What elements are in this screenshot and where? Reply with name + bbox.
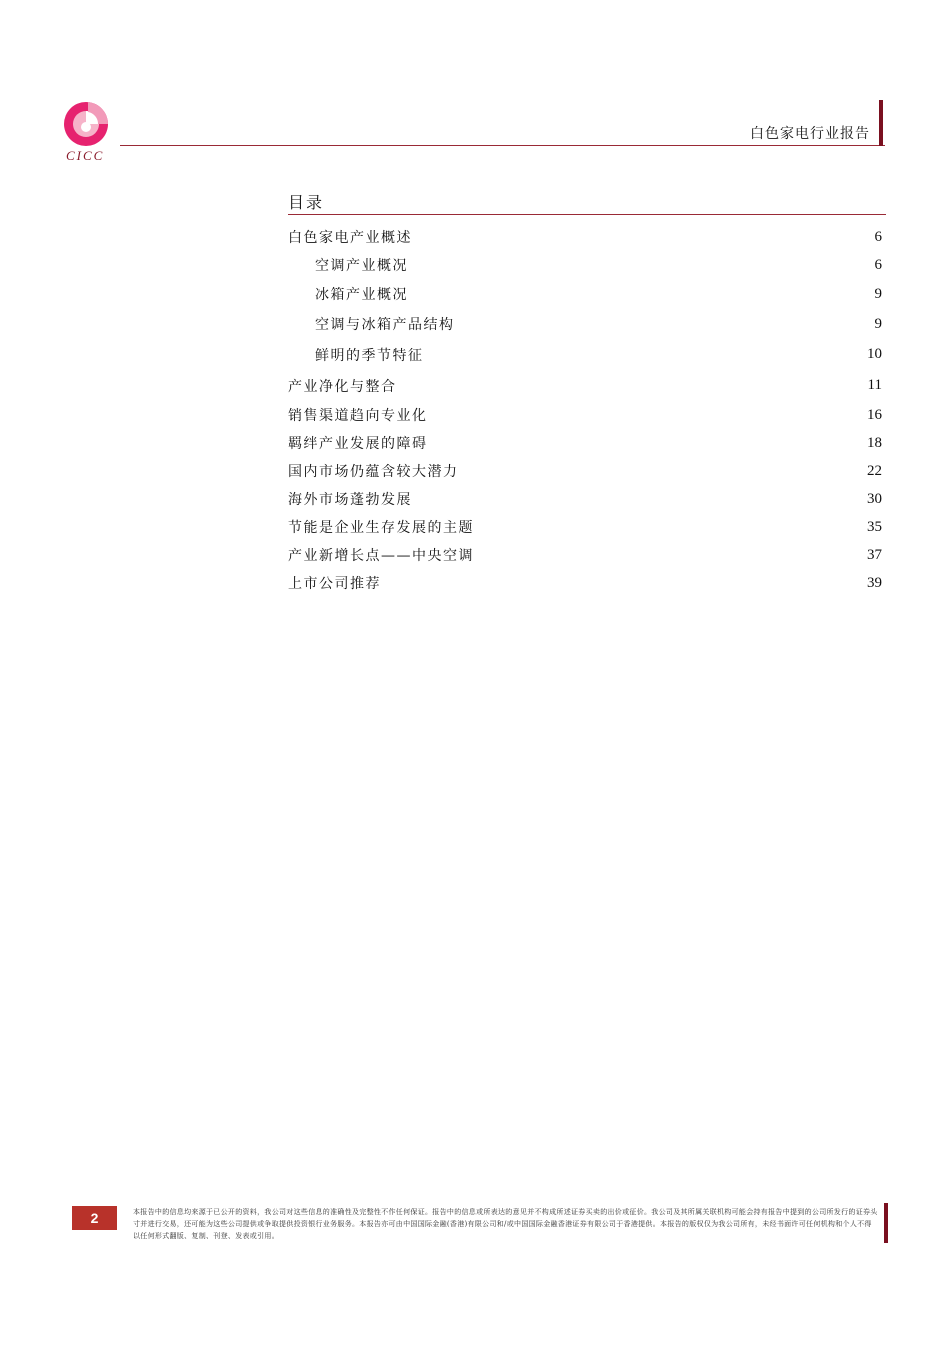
toc-entry[interactable] bbox=[288, 279, 886, 309]
report-title: 白色家电行业报告 bbox=[750, 126, 870, 142]
toc-entry[interactable] bbox=[288, 457, 886, 485]
footer-accent-bar bbox=[884, 1203, 888, 1243]
disclaimer-text: 本报告中的信息均来源于已公开的资料，我公司对这些信息的准确性及完整性不作任何保证。报告中的信息或所表达的意见并不构成所述证券买卖的出价或征价。我公司及其所属关联机构可能会持有报告中提到的公司所发行的证券头寸并进行交易，还可能为这些公司提供或争取提供投资银行业务服务。本报告亦可由中国国际金融(香港)有限公司和/或中国国际金融香港证券有限公司于香港提供。本报告的版权仅为我公司所有，未经书面许可任何机构和个人不得以任何形式翻版、复制、刊登、发表或引用。 bbox=[133, 1208, 878, 1240]
header-rule bbox=[120, 145, 885, 146]
toc-entry-label: 羁绊产业发展的障碍 bbox=[288, 436, 428, 452]
toc-entry[interactable] bbox=[288, 339, 886, 370]
header-accent-bar bbox=[879, 100, 883, 146]
toc-entry[interactable] bbox=[288, 569, 886, 597]
toc-entry-page: 9 bbox=[874, 315, 882, 332]
toc-entry[interactable] bbox=[288, 251, 886, 279]
toc-entry-page: 18 bbox=[867, 434, 882, 451]
toc-heading: 目录 bbox=[288, 193, 325, 212]
toc-entry-page: 16 bbox=[867, 406, 882, 423]
toc-entry[interactable] bbox=[288, 370, 886, 401]
toc-entry-label: 销售渠道趋向专业化 bbox=[288, 408, 428, 424]
toc-entry-label: 白色家电产业概述 bbox=[288, 230, 412, 246]
toc-entry-page: 30 bbox=[867, 490, 882, 507]
toc-entry-page: 10 bbox=[867, 346, 882, 362]
toc-entry-label: 空调与冰箱产品结构 bbox=[315, 317, 455, 333]
toc-entry-page: 35 bbox=[867, 518, 882, 535]
toc-entry[interactable] bbox=[288, 541, 886, 569]
toc-entry[interactable] bbox=[288, 429, 886, 457]
toc-entry[interactable] bbox=[288, 309, 886, 339]
toc-entry-label: 冰箱产业概况 bbox=[315, 287, 408, 303]
toc-entry-label: 产业净化与整合 bbox=[288, 378, 397, 395]
toc-entry-label: 节能是企业生存发展的主题 bbox=[288, 520, 474, 536]
table-of-contents bbox=[288, 190, 886, 597]
toc-entry-label: 鲜明的季节特征 bbox=[315, 347, 424, 364]
toc-entry[interactable] bbox=[288, 513, 886, 541]
toc-entry[interactable] bbox=[288, 485, 886, 513]
toc-entry-label: 产业新增长点——中央空调 bbox=[288, 548, 474, 564]
toc-entry-label: 空调产业概况 bbox=[315, 258, 408, 274]
toc-entry-page: 9 bbox=[874, 285, 882, 302]
toc-entry-page: 37 bbox=[867, 546, 882, 563]
logo-text: CICC bbox=[66, 148, 105, 163]
toc-entry-page: 6 bbox=[874, 256, 882, 273]
toc-entry[interactable] bbox=[288, 401, 886, 429]
toc-entry-page: 11 bbox=[867, 377, 882, 393]
toc-entry-label: 上市公司推荐 bbox=[288, 576, 381, 592]
toc-entry-page: 6 bbox=[874, 228, 882, 245]
toc-entry[interactable] bbox=[288, 223, 886, 251]
page-number-badge: 2 bbox=[72, 1206, 117, 1230]
toc-entry-label: 国内市场仍蕴含较大潜力 bbox=[288, 464, 459, 480]
toc-entry-page: 22 bbox=[867, 462, 882, 479]
toc-rule bbox=[288, 214, 886, 215]
toc-entry-page: 39 bbox=[867, 574, 882, 591]
toc-entry-label: 海外市场蓬勃发展 bbox=[288, 492, 412, 508]
